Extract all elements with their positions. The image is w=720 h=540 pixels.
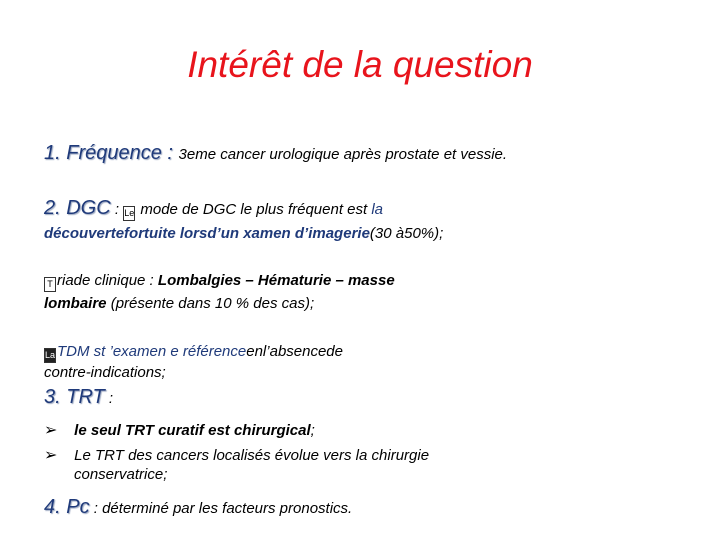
tdm-highlight: TDM st ’examen e référence — [57, 343, 247, 360]
heading-pc: 4. Pc — [44, 496, 90, 518]
tdm-line2: contre-indications; — [44, 364, 166, 381]
triade-prefix: riade clinique : — [57, 272, 158, 289]
separator: : — [89, 500, 103, 517]
arrow-bullet-icon: ➢ — [44, 447, 58, 464]
triade-lombaire: lombaire — [44, 295, 107, 312]
trt-item1-text: le seul TRT curatif est chirurgical — [74, 422, 311, 439]
triade-symptoms: Lombalgies – Hématurie – masse — [157, 272, 395, 289]
trt-item2-text: Le TRT des cancers localisés évolue vers la chirurgie — [74, 447, 430, 464]
frequence-text: 3eme cancer urologique après prostate et vessie. — [178, 146, 508, 163]
missing-glyph-icon: T — [44, 277, 56, 292]
arrow-bullet-icon: ➢ — [44, 422, 58, 439]
missing-glyph-icon: Le — [123, 206, 135, 221]
dgc-line2 — [44, 225, 443, 242]
heading-dgc: 2. DGC — [44, 197, 111, 219]
section-frequence — [44, 142, 507, 165]
heading-trt: 3. TRT — [44, 386, 105, 408]
tdm-line1 — [44, 343, 343, 363]
trt-item-1 — [44, 420, 315, 440]
section-trt — [44, 386, 113, 409]
trt-item-2 — [44, 445, 429, 465]
missing-glyph-icon: La — [44, 348, 56, 363]
tdm-rest: enl’absencede — [246, 343, 343, 360]
separator: : — [161, 142, 179, 164]
section-pc — [44, 496, 352, 519]
separator: : — [110, 201, 124, 218]
heading-frequence: 1. Fréquence — [44, 142, 162, 164]
trt-item-2-line2: conservatrice; — [74, 466, 168, 483]
triade-line1 — [44, 272, 395, 292]
section-dgc — [44, 197, 383, 221]
triade-line2 — [44, 295, 314, 312]
pc-text: déterminé par les facteurs pronostics. — [102, 500, 353, 517]
trt-item1-end: ; — [310, 422, 315, 439]
dgc-highlight-start: la — [371, 201, 384, 218]
dgc-intro: mode de DGC le plus fréquent est — [136, 201, 372, 218]
dgc-highlight: découvertefortuite lorsd’un xamen d’imagerie — [44, 225, 370, 242]
separator: : — [104, 390, 114, 407]
triade-rest: (présente dans 10 % des cas); — [106, 295, 315, 312]
dgc-percentage: (30 à50%); — [369, 225, 444, 242]
page-title: Intérêt de la question — [187, 44, 533, 85]
